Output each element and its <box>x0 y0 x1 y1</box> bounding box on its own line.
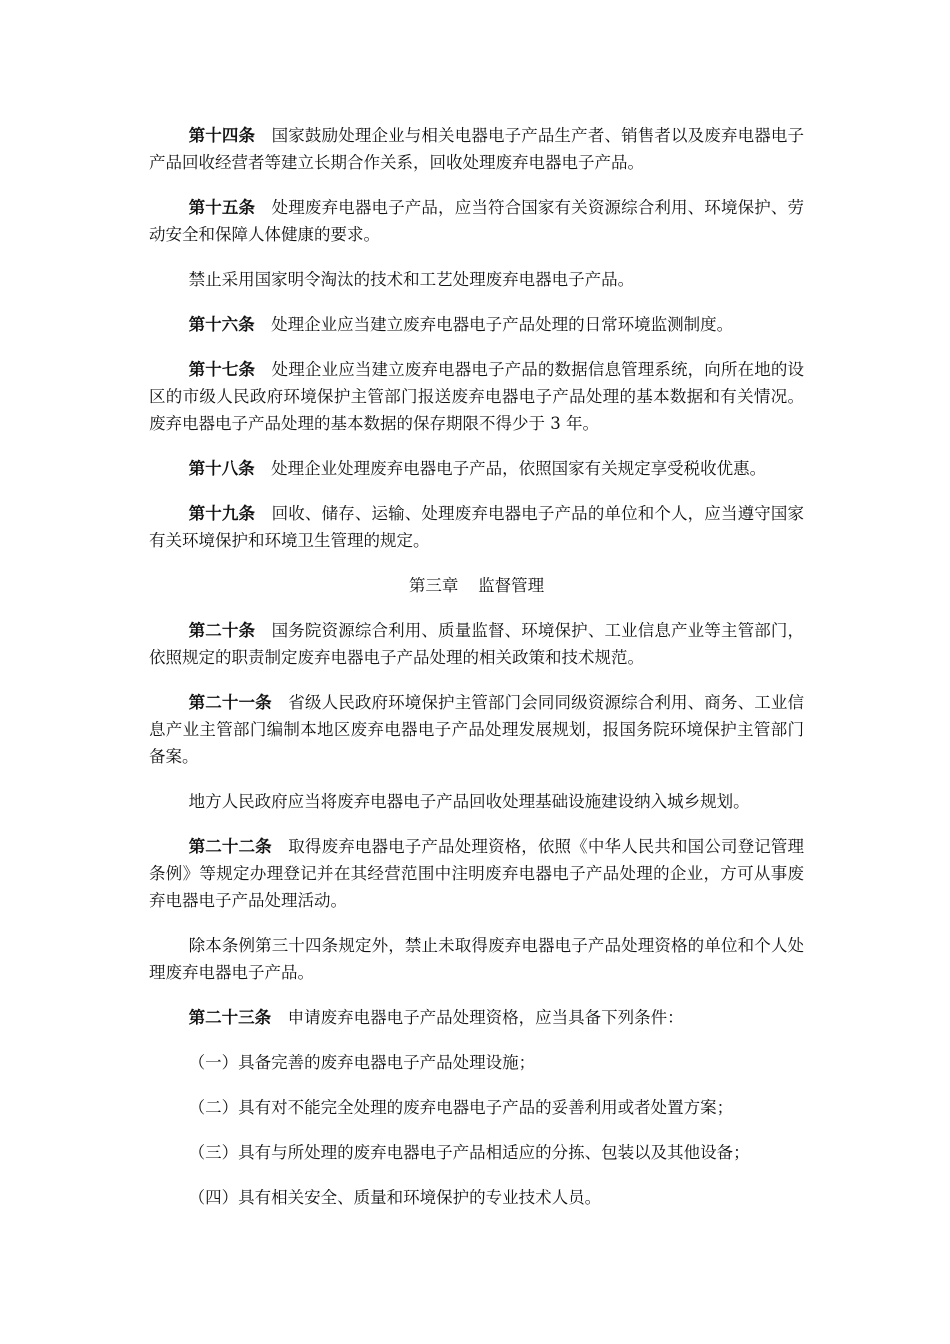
article-22-paragraph-2 <box>149 932 804 986</box>
article-20 <box>149 617 804 671</box>
article-text: 除本条例第三十四条规定外，禁止未取得废弃电器电子产品处理资格的单位和个人处理废弃电器电子产品。 <box>149 936 804 982</box>
article-label: 第二十条 <box>188 621 256 640</box>
article-label: 第二十三条 <box>188 1008 272 1027</box>
chapter-title: 监督管理 <box>478 576 545 595</box>
article-label: 第十四条 <box>188 126 256 145</box>
article-label: 第二十一条 <box>188 693 272 712</box>
article-14 <box>149 122 804 176</box>
article-label: 第十七条 <box>188 360 256 379</box>
chapter-number: 第三章 <box>408 576 459 595</box>
condition-item: （二）具有对不能完全处理的废弃电器电子产品的妥善利用或者处置方案； <box>188 1098 734 1117</box>
article-label: 第十五条 <box>188 198 256 217</box>
article-label: 第十六条 <box>188 315 255 334</box>
article-text: 处理企业应当建立废弃电器电子产品的数据信息管理系统，向所在地的设区的市级人民政府环境保护主管部门报送废弃电器电子产品处理的基本数据和有关情况。废弃电器电子产品处理的基本数据的保存期限不得少于 3 年。 <box>149 360 805 433</box>
article-15 <box>149 194 804 248</box>
article-22 <box>149 833 804 914</box>
article-text: 回收、储存、运输、处理废弃电器电子产品的单位和个人，应当遵守国家有关环境保护和环境卫生管理的规定。 <box>149 504 805 550</box>
condition-item: （四）具有相关安全、质量和环境保护的专业技术人员。 <box>188 1188 602 1207</box>
article-text: 取得废弃电器电子产品处理资格，依照《中华人民共和国公司登记管理条例》等规定办理登记并在其经营范围中注明废弃电器电子产品处理的企业，方可从事废弃电器电子产品处理活动。 <box>149 837 805 910</box>
article-18 <box>149 455 804 482</box>
article-16 <box>149 311 804 338</box>
chapter-heading <box>149 572 804 599</box>
article-text: 国务院资源综合利用、质量监督、环境保护、工业信息产业等主管部门，依照规定的职责制定废弃电器电子产品处理的相关政策和技术规范。 <box>149 621 805 667</box>
document-body <box>149 122 804 1229</box>
article-text: 省级人民政府环境保护主管部门会同同级资源综合利用、商务、工业信息产业主管部门编制本地区废弃电器电子产品处理发展规划，报国务院环境保护主管部门备案。 <box>149 693 805 766</box>
article-23 <box>149 1004 804 1031</box>
article-text: 申请废弃电器电子产品处理资格，应当具备下列条件： <box>287 1008 684 1027</box>
condition-item: （三）具有与所处理的废弃电器电子产品相适应的分拣、包装以及其他设备； <box>188 1143 750 1162</box>
article-text: 处理企业应当建立废弃电器电子产品处理的日常环境监测制度。 <box>271 315 734 334</box>
article-text: 处理废弃电器电子产品，应当符合国家有关资源综合利用、环境保护、劳动安全和保障人体健康的要求。 <box>149 198 805 244</box>
article-label: 第十九条 <box>188 504 256 523</box>
article-text: 禁止采用国家明令淘汰的技术和工艺处理废弃电器电子产品。 <box>188 270 635 289</box>
article-15-paragraph-2 <box>149 266 804 293</box>
article-21-paragraph-2 <box>149 788 804 815</box>
article-text: 处理企业处理废弃电器电子产品，依照国家有关规定享受税收优惠。 <box>271 459 767 478</box>
article-21 <box>149 689 804 770</box>
article-label: 第二十二条 <box>188 837 272 856</box>
article-text: 国家鼓励处理企业与相关电器电子产品生产者、销售者以及废弃电器电子产品回收经营者等建立长期合作关系，回收处理废弃电器电子产品。 <box>149 126 805 172</box>
article-label: 第十八条 <box>188 459 255 478</box>
article-17 <box>149 356 804 437</box>
article-19 <box>149 500 804 554</box>
condition-item: （一）具备完善的废弃电器电子产品处理设施； <box>188 1053 536 1072</box>
article-text: 地方人民政府应当将废弃电器电子产品回收处理基础设施建设纳入城乡规划。 <box>188 792 750 811</box>
